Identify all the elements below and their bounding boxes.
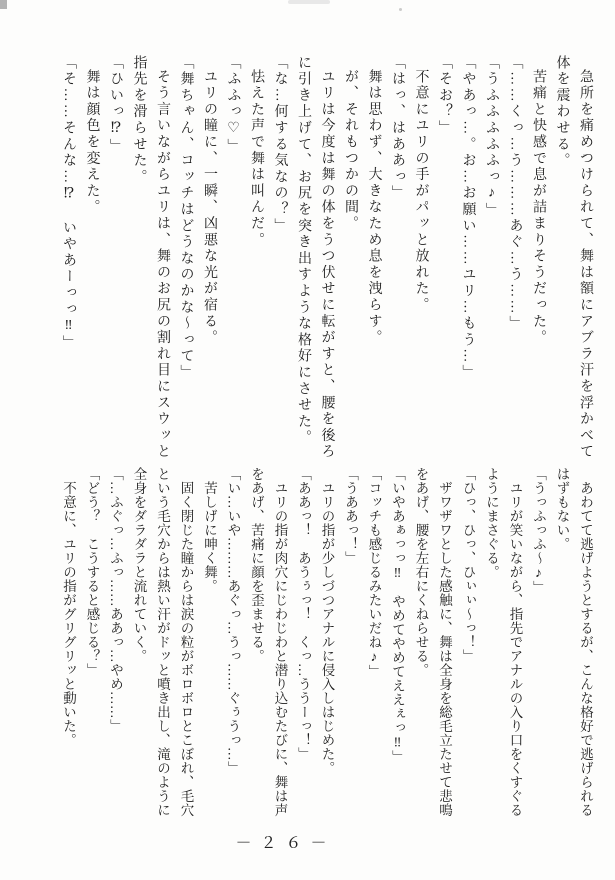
text-column: 「はっ、はああっ」	[390, 55, 405, 202]
text-column: 固く閉じた瞳からは涙の粒がボロボロとこぼれ、毛穴	[178, 480, 194, 817]
text-column: 「うああっ！」	[343, 467, 358, 565]
text-column: をあげ、腰を左右にくねらせる。	[413, 467, 429, 677]
text-column: 「うふふふふふっ♪」	[484, 55, 499, 219]
text-column: はずもない。	[554, 467, 570, 551]
text-column: 怯えた声で舞は叫んだ。	[249, 69, 264, 249]
text-column: 苦痛と快感で息が詰まりそうだった。	[531, 69, 546, 347]
text-block-bottom	[57, 467, 598, 819]
text-column: 「いやあぁっっ‼ やめてやめてええぇっ‼」	[390, 467, 405, 764]
text-column: 舞は顔色を変えた。	[84, 69, 100, 216]
text-column: 急所を痛めつけられて、舞は額にアブラ汗を浮かべて	[578, 69, 593, 461]
text-column: ザワザワとした感触に、舞は全身を総毛立たせて悲鳴	[437, 480, 452, 817]
text-column: 「ああっ！ あうぅっ！ くっ…ううーっ！」	[296, 467, 311, 761]
text-column: 不意にユリの手がパッと放れた。	[413, 69, 429, 314]
text-column: という毛穴からは熱い汗がドッと噴き出し、滝のように	[155, 467, 170, 817]
text-column: をあげ、苦痛に顔を歪ませる。	[249, 467, 264, 663]
text-column: 「舞ちゃん、コッチはどうなのかな〜って」	[178, 55, 194, 381]
text-column: ユリの指が少しづつアナルに侵入しはじめた。	[319, 480, 335, 775]
text-column: 「い…いや………あぐっ…うっ……ぐぅうっ…」	[225, 467, 241, 775]
text-column: 「やあっ…。お…お願い……ユリ…もう…」	[460, 55, 476, 381]
text-column: に引き上げて、お尻を突き出すような格好にさせた。	[296, 55, 311, 447]
text-column: が、それもつかの間。	[343, 69, 358, 232]
text-column: 「…ふぐっ…ふっ……ああっ…やめ……」	[108, 467, 123, 733]
text-column: 「ひっ、ひっ、ひぃぃ〜っ！」	[460, 467, 476, 663]
scan-artifact	[399, 8, 402, 11]
text-column: 「そお？」	[437, 55, 452, 137]
text-column: 指先を滑らせた。	[131, 55, 147, 186]
text-column: ユリの瞳に、一瞬、凶悪な光が宿る。	[202, 69, 217, 347]
text-column: 体を震わせる。	[554, 55, 570, 170]
text-column: 「ひいっ⁉」	[108, 55, 123, 155]
text-column: 「……くっ…う………あぐ…う……」	[507, 55, 523, 333]
page-number: －２６－	[235, 835, 336, 852]
text-column: ユリが笑いながら、指先でアナルの入り口をくすぐる	[507, 480, 523, 817]
text-column: そう言いながらユリは、舞のお尻の割れ目にスウッと	[155, 69, 170, 461]
text-column: あわてて逃げようとするが、こんな格好で逃げられる	[578, 480, 593, 817]
text-column: ようにまさぐる。	[484, 467, 499, 579]
text-column: ユリの指が肉穴にじわじわと潜り込むたびに、舞は声	[272, 480, 288, 817]
scan-artifact	[0, 0, 7, 9]
text-column: 「ふふっ♡」	[225, 55, 241, 155]
text-column: 不意に、ユリの指がグリグリッと動いた。	[61, 480, 76, 747]
text-column: 舞は思わず、大きなため息を洩らす。	[366, 69, 382, 347]
text-column: 「そ……そんな…⁉ いやあーっっ‼」	[61, 55, 76, 352]
text-column: 「うっふっふ〜♪」	[531, 467, 546, 595]
scan-artifact	[288, 0, 330, 4]
text-column: 「コッチも感じるみたいだね♪」	[366, 467, 382, 679]
text-column: 苦しげに呻く舞。	[202, 480, 217, 593]
text-block-top	[57, 55, 598, 461]
text-column: 「な…何する気なの？」	[272, 55, 288, 235]
text-column: ユリは今度は舞の体をうつ伏せに転がすと、腰を後ろ	[319, 69, 335, 461]
text-column: 「どう？ こうすると感じる？」	[84, 467, 100, 677]
text-column: 全身をダラダラと流れていく。	[131, 467, 147, 663]
